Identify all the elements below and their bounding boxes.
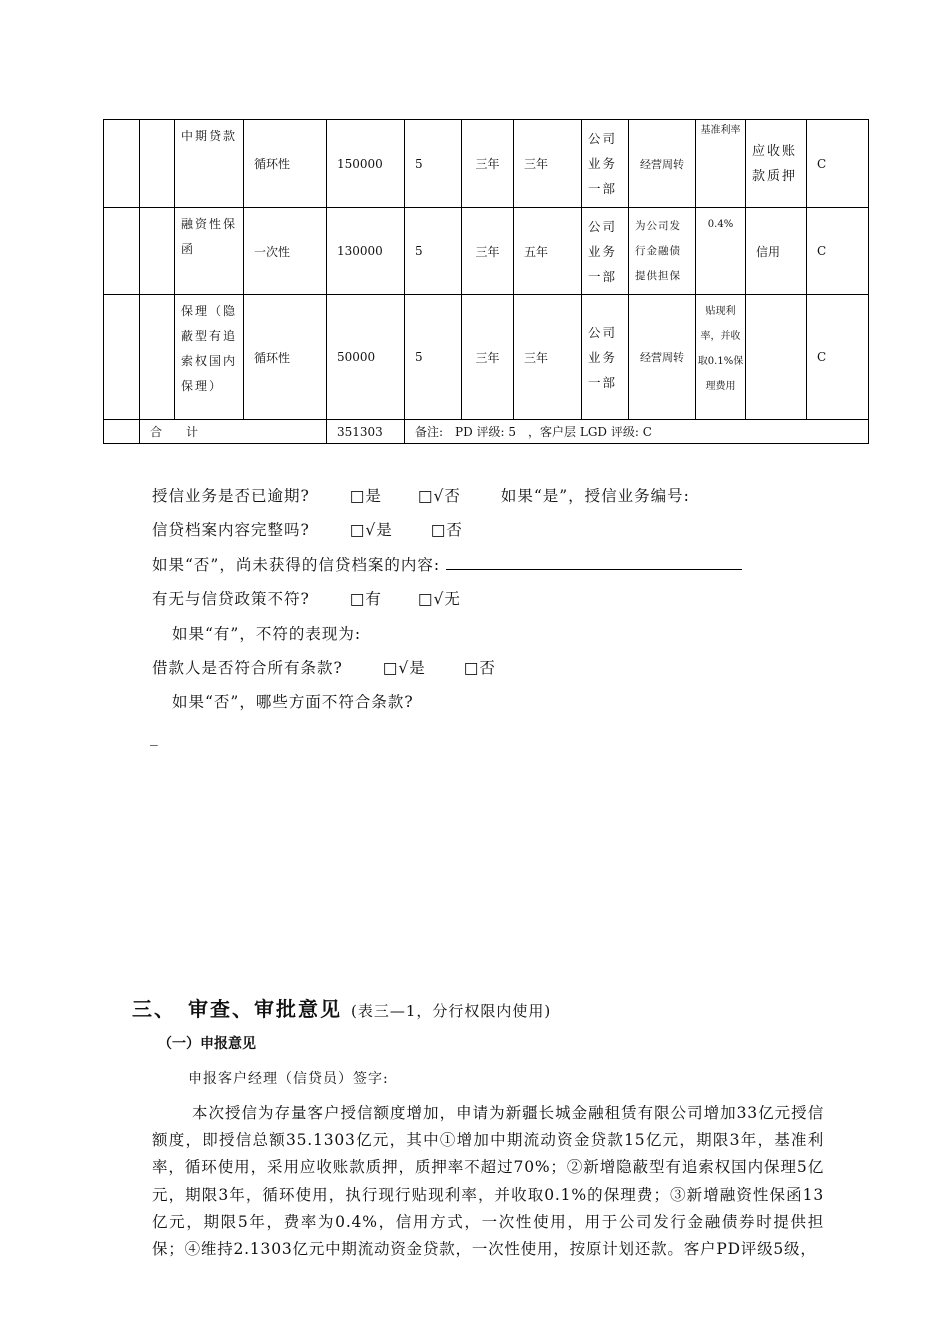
terms-no-checkbox[interactable]: □否 xyxy=(463,659,496,677)
usage-cell: 循环性 xyxy=(244,120,327,208)
total-amount: 351303 xyxy=(327,420,405,444)
credit-table xyxy=(103,119,869,444)
archive-yes-checkbox[interactable]: □√是 xyxy=(349,521,393,539)
term-cell: 三年 xyxy=(462,295,514,420)
section-note: (表三—1，分行权限内使用) xyxy=(350,1002,552,1020)
overdue-follow-up: 如果“是”，授信业务编号: xyxy=(500,487,690,505)
table-row xyxy=(104,295,869,420)
product-cell: 融资性保函 xyxy=(175,208,244,295)
total-label: 合 计 xyxy=(140,420,327,444)
total-row xyxy=(104,420,869,444)
purpose-cell: 经营周转 xyxy=(629,295,696,420)
overdue-question-line xyxy=(152,484,690,506)
archive-no-checkbox[interactable]: □否 xyxy=(430,521,463,539)
policy-question: 有无与信贷政策不符? xyxy=(152,590,310,608)
policy-follow-up: 如果“有”，不符的表现为: xyxy=(172,625,362,643)
amount-cell: 130000 xyxy=(327,208,405,295)
dept-cell: 公司业务一部 xyxy=(582,208,629,295)
guarantee-cell: 应收账款质押 xyxy=(746,120,807,208)
amount-cell: 150000 xyxy=(327,120,405,208)
pd-cell: 5 xyxy=(405,295,462,420)
product-cell: 中期贷款 xyxy=(175,120,244,208)
term-cell: 三年 xyxy=(514,120,582,208)
lgd-cell: C xyxy=(807,120,869,208)
terms-follow-up: 如果“否”，哪些方面不符合条款? xyxy=(172,693,414,711)
archive-missing-label: 如果“否”，尚未获得的信贷档案的内容: xyxy=(152,556,441,574)
section-heading: 三、 审查、审批意见 xyxy=(132,997,342,1021)
product-cell: 保理（隐蔽型有追索权国内保理） xyxy=(175,295,244,420)
purpose-cell: 为公司发行金融债提供担保 xyxy=(629,208,696,295)
remark-cell: 备注: PD 评级: 5 ，客户层 LGD 评级: C xyxy=(405,420,869,444)
overdue-no-checkbox[interactable]: □√否 xyxy=(417,487,461,505)
dept-cell: 公司业务一部 xyxy=(582,120,629,208)
term-cell: 三年 xyxy=(514,295,582,420)
archive-missing-line xyxy=(152,553,742,575)
opinion-paragraph: 本次授信为存量客户授信额度增加，申请为新疆长城金融租赁有限公司增加33亿元授信额度，即授信总额35.1303亿元，其中①增加中期流动资金贷款15亿元，期限3年，基准利率，循环使用，采用应收账款质押，质押率不超过70%；②新增隐蔽型有追索权国内保理5亿元，期限3年，循环使用，执行现行贴现利率，并收取0.1%的保理费；③新增融资性保函13亿元，期限5年，费率为0.4%，信用方式，一次性使用，用于公司发行金融债券时提供担保；④维持2.1303亿元中期流动资金贷款，一次性使用，按原计划还款。客户PD评级5级， xyxy=(152,1104,824,1259)
term-cell: 五年 xyxy=(514,208,582,295)
overdue-question: 授信业务是否已逾期? xyxy=(152,487,310,505)
dash-mark: _ xyxy=(150,728,159,746)
guarantee-cell xyxy=(746,295,807,420)
terms-question: 借款人是否符合所有条款? xyxy=(152,659,343,677)
pd-cell: 5 xyxy=(405,120,462,208)
archive-question-line xyxy=(152,518,463,540)
archive-question: 信贷档案内容完整吗? xyxy=(152,521,310,539)
lgd-cell: C xyxy=(807,208,869,295)
rate-cell: 基准利率 xyxy=(696,120,746,208)
purpose-cell: 经营周转 xyxy=(629,120,696,208)
policy-yes-checkbox[interactable]: □有 xyxy=(349,590,382,608)
table-row xyxy=(104,120,869,208)
guarantee-cell: 信用 xyxy=(746,208,807,295)
terms-yes-checkbox[interactable]: □√是 xyxy=(382,659,426,677)
rate-cell: 0.4% xyxy=(696,208,746,295)
amount-cell: 50000 xyxy=(327,295,405,420)
subsection-title: （一）申报意见 xyxy=(158,1036,256,1052)
dept-cell: 公司业务一部 xyxy=(582,295,629,420)
signature-label: 申报客户经理（信贷员）签字: xyxy=(188,1071,389,1087)
terms-question-line xyxy=(152,656,496,678)
rate-cell: 贴现利率，并收取0.1%保理费用 xyxy=(696,295,746,420)
lgd-cell: C xyxy=(807,295,869,420)
usage-cell: 循环性 xyxy=(244,295,327,420)
policy-no-checkbox[interactable]: □√无 xyxy=(417,590,461,608)
usage-cell: 一次性 xyxy=(244,208,327,295)
archive-missing-blank[interactable] xyxy=(446,555,742,570)
policy-question-line xyxy=(152,587,461,609)
section-title xyxy=(132,993,551,1022)
overdue-yes-checkbox[interactable]: □是 xyxy=(349,487,382,505)
term-cell: 三年 xyxy=(462,208,514,295)
table-row xyxy=(104,208,869,295)
term-cell: 三年 xyxy=(462,120,514,208)
pd-cell: 5 xyxy=(405,208,462,295)
